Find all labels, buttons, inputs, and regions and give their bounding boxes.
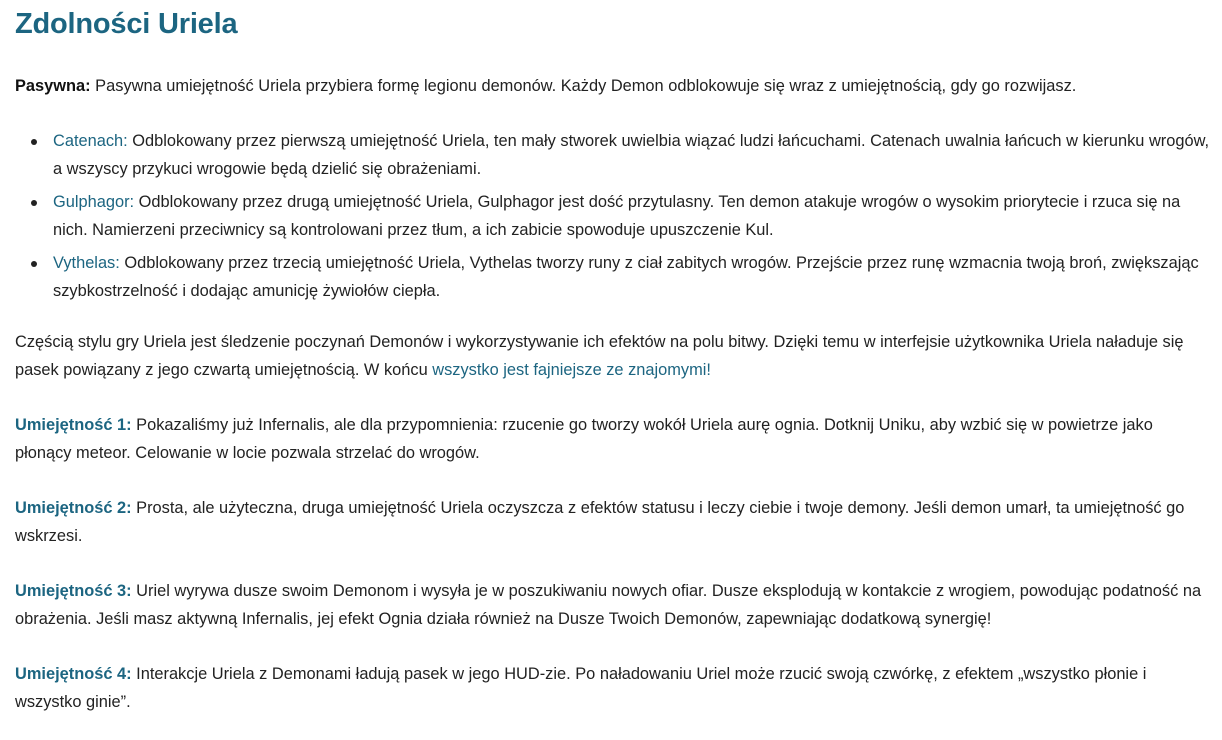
bullet-icon <box>31 261 37 267</box>
skill-4-label: Umiejętność 4: <box>15 664 132 683</box>
passive-label: Pasywna: <box>15 77 91 95</box>
skill-2-label: Umiejętność 2: <box>15 498 132 517</box>
demon-text-gulphagor: Odblokowany przez drugą umiejętność Uriela, Gulphagor jest dość przytulasny. Ten demon atakuje wrogów o wysokim priorytecie i rzuca się na nich. Namierzeni przeciwnicy są kontrolowani przez tłum, a ich zabicie spowoduje upuszczenie Kul. <box>53 192 1181 239</box>
list-item-vythelas <box>53 249 1212 306</box>
friends-link[interactable]: wszystko jest fajniejsze ze znajomymi! <box>432 361 711 379</box>
skill-4-text: Interakcje Uriela z Demonami ładują pasek w jego HUD-zie. Po naładowaniu Uriel może rzucić swoją czwórkę, z efektem „wszystko płonie i wszystko ginie”. <box>15 664 1147 711</box>
demon-list <box>15 127 1212 306</box>
skill-2-text: Prosta, ale użyteczna, druga umiejętność Uriela oczyszcza z efektów statusu i leczy ciebie i twoje demony. Jeśli demon umarł, ta umiejętność go wskrzesi. <box>15 498 1185 545</box>
demon-name-gulphagor: Gulphagor: <box>53 192 135 211</box>
gameplay-text: Częścią stylu gry Uriela jest śledzenie poczynań Demonów i wykorzystywanie ich efektów na polu bitwy. Dzięki temu w interfejsie użytkownika Uriela naładuje się pasek powiązany z jego czwartą umiejętnością. W końcu <box>15 332 1184 379</box>
demon-text-catenach: Odblokowany przez pierwszą umiejętność Uriela, ten mały stworek uwielbia wiązać ludzi łańcuchami. Catenach uwalnia łańcuch w kierunku wrogów, a wszyscy przykuci wrogowie będą dzielić się obrażeniami. <box>53 131 1210 178</box>
page-title: Zdolności Uriela <box>15 8 238 40</box>
passive-paragraph <box>15 72 1212 101</box>
skill-1-text: Pokazaliśmy już Infernalis, ale dla przypomnienia: rzucenie go tworzy wokół Uriela aurę ognia. Dotknij Uniku, aby wzbić się w powietrze jako płonący meteor. Celowanie w locie pozwala strzelać do wrogów. <box>15 415 1153 462</box>
bullet-icon <box>31 139 37 145</box>
gameplay-paragraph <box>15 328 1212 385</box>
skill-1-label: Umiejętność 1: <box>15 415 132 434</box>
passive-text: Pasywna umiejętność Uriela przybiera formę legionu demonów. Każdy Demon odblokowuje się wraz z umiejętnością, gdy go rozwijasz. <box>90 77 1077 95</box>
list-item-catenach <box>53 127 1212 184</box>
skill-4-paragraph <box>15 660 1212 717</box>
skill-2-paragraph <box>15 494 1212 551</box>
bullet-icon <box>31 200 37 206</box>
skill-3-label: Umiejętność 3: <box>15 581 132 600</box>
skill-1-paragraph <box>15 411 1212 468</box>
demon-name-vythelas: Vythelas: <box>53 253 120 272</box>
skill-3-paragraph <box>15 577 1212 634</box>
skill-3-text: Uriel wyrywa dusze swoim Demonom i wysyła je w poszukiwaniu nowych ofiar. Dusze eksplodują w kontakcie z wrogiem, powodując podatność na obrażenia. Jeśli masz aktywną Infernalis, jej efekt Ognia działa również na Dusze Twoich Demonów, zapewniając dodatkową synergię! <box>15 581 1202 628</box>
demon-name-catenach: Catenach: <box>53 131 128 150</box>
list-item-gulphagor <box>53 188 1212 245</box>
demon-text-vythelas: Odblokowany przez trzecią umiejętność Uriela, Vythelas tworzy runy z ciał zabitych wrogów. Przejście przez runę wzmacnia twoją broń, zwiększając szybkostrzelność i dodając amunicję żywiołów ciepła. <box>53 253 1199 300</box>
